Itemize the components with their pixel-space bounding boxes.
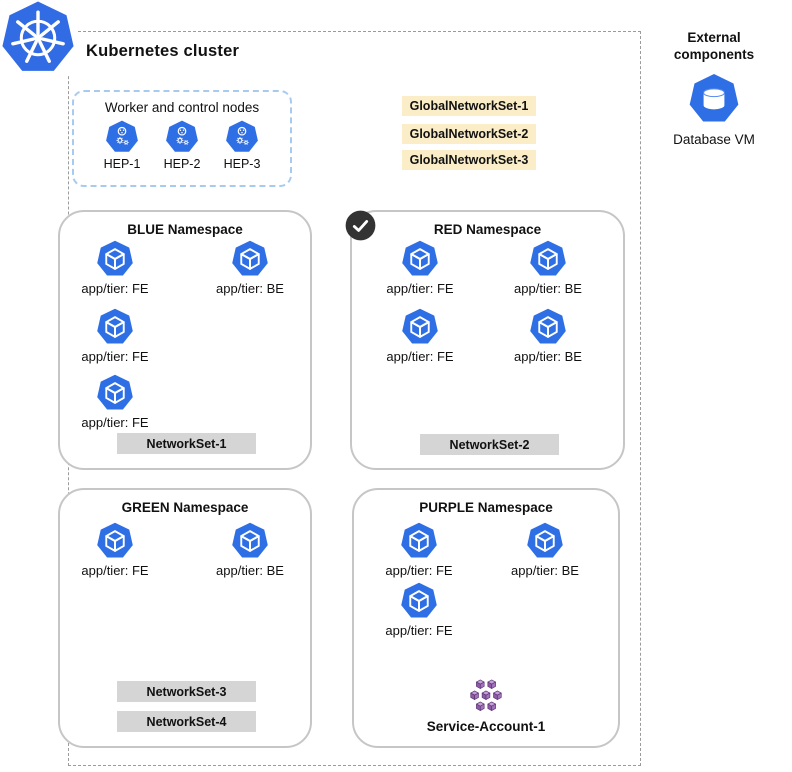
pod-label: app/tier: FE	[385, 623, 453, 638]
pod	[503, 240, 593, 296]
pod-icon	[400, 522, 438, 560]
network-set-badge: NetworkSet-1	[117, 433, 256, 454]
pod-label: app/tier: BE	[511, 563, 579, 578]
pod-icon	[96, 374, 134, 412]
kubernetes-logo-icon	[0, 0, 76, 76]
pod	[375, 308, 465, 364]
node-label: HEP-1	[103, 157, 141, 171]
node-icon	[165, 120, 199, 154]
pod-label: app/tier: FE	[81, 563, 149, 578]
namespace-blue	[58, 210, 312, 470]
node-hep-2	[161, 120, 203, 171]
pod-icon	[231, 240, 269, 278]
pod	[374, 522, 464, 578]
nodes-row	[74, 120, 290, 171]
pod-icon	[96, 240, 134, 278]
pod-label: app/tier: FE	[386, 281, 454, 296]
namespace-green	[58, 488, 312, 748]
pod-label: app/tier: BE	[514, 281, 582, 296]
service-account-label: Service-Account-1	[426, 719, 546, 734]
pod-label: app/tier: FE	[386, 349, 454, 364]
pod	[500, 522, 590, 578]
network-set-badge: NetworkSet-2	[420, 434, 559, 455]
pod-icon	[526, 522, 564, 560]
pod-icon	[529, 240, 567, 278]
service-account-icon	[467, 676, 505, 714]
pod	[70, 240, 160, 296]
namespace-title: BLUE Namespace	[127, 222, 243, 237]
pod-label: app/tier: FE	[385, 563, 453, 578]
network-set-badge: NetworkSet-3	[117, 681, 256, 702]
external-components-title: External components	[673, 30, 755, 62]
pod-icon	[96, 522, 134, 560]
node-hep-3	[221, 120, 263, 171]
pod	[375, 240, 465, 296]
pod-label: app/tier: BE	[514, 349, 582, 364]
node-icon	[225, 120, 259, 154]
service-account	[354, 676, 618, 734]
network-set-badge: NetworkSet-4	[117, 711, 256, 732]
pod-label: app/tier: FE	[81, 349, 149, 364]
namespace-title: RED Namespace	[433, 222, 542, 237]
worker-control-nodes-panel	[72, 90, 292, 187]
database-icon	[688, 73, 740, 125]
database-vm-label: Database VM	[673, 131, 755, 147]
cluster-title: Kubernetes cluster	[86, 42, 240, 60]
node-label: HEP-3	[223, 157, 261, 171]
pod	[70, 374, 160, 430]
node-hep-1	[101, 120, 143, 171]
pod	[205, 240, 295, 296]
pod-icon	[401, 240, 439, 278]
pod	[503, 308, 593, 364]
global-network-set-badge: GlobalNetworkSet-2	[402, 124, 536, 144]
pod	[70, 308, 160, 364]
nodes-panel-title: Worker and control nodes	[104, 100, 260, 115]
node-label: HEP-2	[163, 157, 201, 171]
pod-icon	[401, 308, 439, 346]
pod-icon	[96, 308, 134, 346]
pod	[70, 522, 160, 578]
pod-label: app/tier: FE	[81, 281, 149, 296]
global-network-set-badge: GlobalNetworkSet-3	[402, 150, 536, 170]
global-network-set-badge: GlobalNetworkSet-1	[402, 96, 536, 116]
namespace-red	[350, 210, 625, 470]
pod-icon	[231, 522, 269, 560]
node-icon	[105, 120, 139, 154]
external-components-panel	[648, 30, 780, 147]
namespace-purple	[352, 488, 620, 748]
pod-icon	[400, 582, 438, 620]
pod-icon	[529, 308, 567, 346]
pod	[374, 582, 464, 638]
namespace-title: PURPLE Namespace	[419, 500, 553, 515]
pod-label: app/tier: BE	[216, 563, 284, 578]
pod-label: app/tier: FE	[81, 415, 149, 430]
pod-label: app/tier: BE	[216, 281, 284, 296]
pod	[205, 522, 295, 578]
namespace-title: GREEN Namespace	[121, 500, 249, 515]
